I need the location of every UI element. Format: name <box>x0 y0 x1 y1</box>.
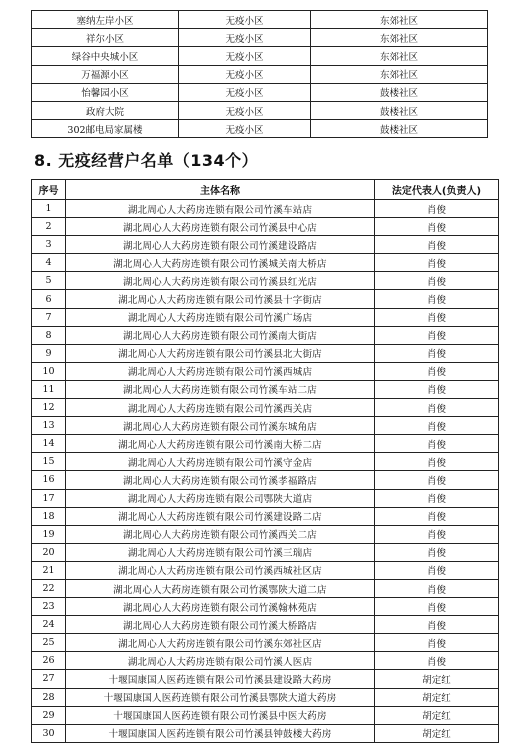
vendor-rep: 肖俊 <box>375 561 499 579</box>
vendor-seq: 10 <box>32 362 66 380</box>
section-title: 8. 无疫经营户名单（134个） <box>34 151 259 170</box>
vendor-name: 湖北周心人大药房连锁有限公司竹溪县北大街店 <box>66 344 375 362</box>
vendor-rep: 肖俊 <box>375 218 499 236</box>
vendor-rep: 肖俊 <box>375 579 499 597</box>
vendor-seq: 7 <box>32 308 66 326</box>
community-district: 鼓楼社区 <box>311 120 488 138</box>
vendor-rep: 肖俊 <box>375 326 499 344</box>
vendor-name: 湖北周心人大药房连锁有限公司竹溪西城社区店 <box>66 561 375 579</box>
vendor-rep: 肖俊 <box>375 399 499 417</box>
header-name: 主体名称 <box>66 180 375 200</box>
vendor-name: 湖北周心人大药房连锁有限公司竹溪建设路店 <box>66 236 375 254</box>
vendor-name: 湖北周心人大药房连锁有限公司竹溪南大街店 <box>66 326 375 344</box>
vendor-name: 湖北周心人大药房连锁有限公司竹溪西关二店 <box>66 525 375 543</box>
vendor-row <box>32 634 499 652</box>
vendor-name: 湖北周心人大药房连锁有限公司竹溪车站店 <box>66 200 375 218</box>
vendor-row <box>32 561 499 579</box>
community-name: 政府大院 <box>32 101 179 119</box>
vendor-name: 湖北周心人大药房连锁有限公司竹溪人医店 <box>66 652 375 670</box>
vendor-rep: 肖俊 <box>375 417 499 435</box>
vendor-name: 湖北周心人大药房连锁有限公司竹溪车站二店 <box>66 380 375 398</box>
vendor-row <box>32 471 499 489</box>
community-row <box>32 101 488 119</box>
vendor-row <box>32 579 499 597</box>
community-district: 东郊社区 <box>311 11 488 29</box>
vendor-rep: 胡定红 <box>375 670 499 688</box>
community-row <box>32 11 488 29</box>
vendor-seq: 1 <box>32 200 66 218</box>
vendor-row <box>32 308 499 326</box>
vendor-row <box>32 507 499 525</box>
vendor-name: 湖北周心人大药房连锁有限公司竹溪广场店 <box>66 308 375 326</box>
vendor-seq: 23 <box>32 598 66 616</box>
vendor-table-header-row <box>32 180 499 200</box>
community-district: 鼓楼社区 <box>311 101 488 119</box>
vendor-seq: 19 <box>32 525 66 543</box>
community-row <box>32 65 488 83</box>
community-status: 无疫小区 <box>179 11 311 29</box>
community-status: 无疫小区 <box>179 47 311 65</box>
community-district: 鼓楼社区 <box>311 83 488 101</box>
vendor-seq: 24 <box>32 616 66 634</box>
vendor-row <box>32 344 499 362</box>
vendor-row <box>32 362 499 380</box>
vendor-name: 十堰国康国人医药连锁有限公司竹溪县中医大药房 <box>66 706 375 724</box>
vendor-seq: 29 <box>32 706 66 724</box>
vendor-name: 湖北周心人大药房连锁有限公司竹溪建设路二店 <box>66 507 375 525</box>
vendor-row <box>32 236 499 254</box>
vendor-seq: 3 <box>32 236 66 254</box>
vendor-row <box>32 254 499 272</box>
vendor-seq: 8 <box>32 326 66 344</box>
vendor-rep: 肖俊 <box>375 598 499 616</box>
vendor-name: 湖北周心人大药房连锁有限公司竹溪西关店 <box>66 399 375 417</box>
vendor-name: 湖北周心人大药房连锁有限公司竹溪城关南大桥店 <box>66 254 375 272</box>
vendor-row <box>32 417 499 435</box>
community-name: 祥尔小区 <box>32 29 179 47</box>
vendor-seq: 30 <box>32 724 66 742</box>
vendor-rep: 胡定红 <box>375 706 499 724</box>
vendor-name: 湖北周心人大药房连锁有限公司竹溪县中心店 <box>66 218 375 236</box>
vendor-seq: 13 <box>32 417 66 435</box>
vendor-rep: 肖俊 <box>375 507 499 525</box>
community-status: 无疫小区 <box>179 101 311 119</box>
vendor-seq: 20 <box>32 543 66 561</box>
vendor-row <box>32 290 499 308</box>
vendor-name: 湖北周心人大药房连锁有限公司竹溪守金店 <box>66 453 375 471</box>
vendor-rep: 胡定红 <box>375 724 499 742</box>
vendor-row <box>32 489 499 507</box>
vendor-row <box>32 670 499 688</box>
vendor-row <box>32 525 499 543</box>
vendor-row <box>32 453 499 471</box>
community-district: 东郊社区 <box>311 47 488 65</box>
vendor-rep: 肖俊 <box>375 471 499 489</box>
vendor-name: 湖北周心人大药房连锁有限公司竹溪县红光店 <box>66 272 375 290</box>
vendor-row <box>32 598 499 616</box>
vendor-row <box>32 326 499 344</box>
vendor-seq: 16 <box>32 471 66 489</box>
vendor-rep: 肖俊 <box>375 616 499 634</box>
vendor-rep: 肖俊 <box>375 435 499 453</box>
vendor-name: 湖北周心人大药房连锁有限公司竹溪东城角店 <box>66 417 375 435</box>
community-district: 东郊社区 <box>311 29 488 47</box>
vendor-rep: 肖俊 <box>375 634 499 652</box>
vendor-row <box>32 706 499 724</box>
vendor-seq: 4 <box>32 254 66 272</box>
vendor-name: 十堰国康国人医药连锁有限公司竹溪县钟鼓楼大药房 <box>66 724 375 742</box>
vendor-name: 湖北周心人大药房连锁有限公司竹溪孝福路店 <box>66 471 375 489</box>
vendor-rep: 肖俊 <box>375 543 499 561</box>
vendor-row <box>32 652 499 670</box>
community-row <box>32 120 488 138</box>
vendor-name: 十堰国康国人医药连锁有限公司竹溪县建设路大药房 <box>66 670 375 688</box>
vendor-seq: 6 <box>32 290 66 308</box>
vendor-name: 湖北周心人大药房连锁有限公司竹溪三瑞店 <box>66 543 375 561</box>
vendor-row <box>32 272 499 290</box>
vendor-seq: 15 <box>32 453 66 471</box>
vendor-rep: 肖俊 <box>375 344 499 362</box>
community-row <box>32 83 488 101</box>
vendor-rep: 肖俊 <box>375 380 499 398</box>
vendor-row <box>32 543 499 561</box>
vendor-row <box>32 724 499 742</box>
vendor-name: 湖北周心人大药房连锁有限公司竹溪大桥路店 <box>66 616 375 634</box>
vendor-seq: 5 <box>32 272 66 290</box>
vendor-row <box>32 399 499 417</box>
community-status: 无疫小区 <box>179 120 311 138</box>
vendor-name: 十堰国康国人医药连锁有限公司竹溪县鄂陕大道大药房 <box>66 688 375 706</box>
vendor-row <box>32 380 499 398</box>
vendor-seq: 9 <box>32 344 66 362</box>
vendor-rep: 肖俊 <box>375 362 499 380</box>
community-district: 东郊社区 <box>311 65 488 83</box>
vendor-seq: 18 <box>32 507 66 525</box>
vendor-name: 湖北周心人大药房连锁有限公司竹溪西城店 <box>66 362 375 380</box>
community-name: 塞纳左岸小区 <box>32 11 179 29</box>
vendor-row <box>32 616 499 634</box>
community-status: 无疫小区 <box>179 29 311 47</box>
vendor-rep: 肖俊 <box>375 308 499 326</box>
vendor-seq: 25 <box>32 634 66 652</box>
vendor-name: 湖北周心人大药房连锁有限公司竹溪鄂陕大道二店 <box>66 579 375 597</box>
vendor-rep: 肖俊 <box>375 489 499 507</box>
header-rep: 法定代表人(负责人) <box>375 180 499 200</box>
vendor-table <box>31 179 499 743</box>
vendor-rep: 肖俊 <box>375 525 499 543</box>
community-row <box>32 47 488 65</box>
header-seq: 序号 <box>32 180 66 200</box>
vendor-seq: 26 <box>32 652 66 670</box>
vendor-seq: 28 <box>32 688 66 706</box>
vendor-name: 湖北周心人大药房连锁有限公司竹溪南大桥二店 <box>66 435 375 453</box>
vendor-seq: 27 <box>32 670 66 688</box>
community-status: 无疫小区 <box>179 65 311 83</box>
vendor-seq: 11 <box>32 380 66 398</box>
vendor-seq: 17 <box>32 489 66 507</box>
community-name: 怡馨园小区 <box>32 83 179 101</box>
community-name: 绿谷中央城小区 <box>32 47 179 65</box>
community-row <box>32 29 488 47</box>
community-name: 302邮电局家属楼 <box>32 120 179 138</box>
vendor-name: 湖北周心人大药房连锁有限公司竹溪东郊社区店 <box>66 634 375 652</box>
vendor-rep: 肖俊 <box>375 272 499 290</box>
vendor-rep: 肖俊 <box>375 453 499 471</box>
community-status: 无疫小区 <box>179 83 311 101</box>
vendor-rep: 肖俊 <box>375 200 499 218</box>
vendor-seq: 12 <box>32 399 66 417</box>
vendor-seq: 14 <box>32 435 66 453</box>
vendor-table-body <box>32 200 499 743</box>
vendor-name: 湖北周心人大药房连锁有限公司竹溪翰林苑店 <box>66 598 375 616</box>
vendor-rep: 肖俊 <box>375 254 499 272</box>
vendor-seq: 21 <box>32 561 66 579</box>
vendor-rep: 肖俊 <box>375 290 499 308</box>
community-name: 万福源小区 <box>32 65 179 83</box>
vendor-rep: 肖俊 <box>375 652 499 670</box>
vendor-rep: 胡定红 <box>375 688 499 706</box>
vendor-seq: 22 <box>32 579 66 597</box>
vendor-row <box>32 435 499 453</box>
vendor-row <box>32 200 499 218</box>
vendor-row <box>32 688 499 706</box>
vendor-seq: 2 <box>32 218 66 236</box>
vendor-row <box>32 218 499 236</box>
vendor-rep: 肖俊 <box>375 236 499 254</box>
community-table <box>31 10 488 138</box>
vendor-name: 湖北周心人大药房连锁有限公司竹溪县十字街店 <box>66 290 375 308</box>
community-table-body <box>32 11 488 138</box>
vendor-name: 湖北周心人大药房连锁有限公司鄂陕大道店 <box>66 489 375 507</box>
